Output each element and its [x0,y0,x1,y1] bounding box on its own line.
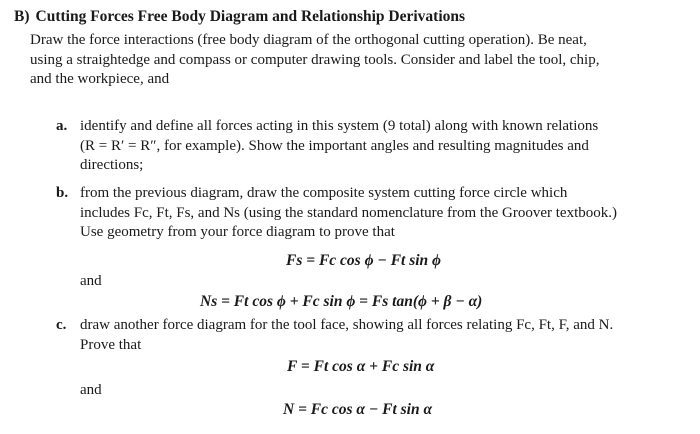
item-line: Use geometry from your force diagram to prove that [80,224,395,240]
item-line: includes Fc, Ft, Fs, and Ns (using the standard nomenclature from the Groover textbook.) [80,204,617,221]
intro-paragraph [30,31,670,90]
item-line: (R = R′ = R″, for example). Show the important angles and resulting magnitudes and [80,137,589,154]
item-line: draw another force diagram for the tool face, showing all forces relating Fc, Ft, F, and N. [80,317,614,333]
section-heading [14,8,465,26]
intro-line: Draw the force interactions (free body diagram of the orthogonal cutting operation). Be neat, [30,32,587,48]
item-line: from the previous diagram, draw the composite system cutting force circle which [80,185,568,201]
list-marker: c. [56,317,67,333]
list-item-text [80,316,680,355]
equation-normal-force: N = Fc cos α − Ft sin α [283,401,433,418]
section-title: Cutting Forces Free Body Diagram and Relationship Derivations [35,8,466,25]
list-item-text [80,184,680,243]
equation-friction-force: F = Ft cos α + Fc sin α [287,358,435,375]
equation-shear-force: Fs = Fc cos ϕ − Ft sin ϕ [286,252,442,269]
item-line: identify and define all forces acting in this system (9 total) along with known relations [80,118,599,134]
list-marker: b. [56,185,69,201]
equation-normal-shear-force: Ns = Ft cos ϕ + Fc sin ϕ = Fs tan(ϕ + β − α) [200,293,483,310]
intro-line: using a straightedge and compass or computer drawing tools. Consider and label the tool, chip, [30,51,600,68]
list-item-text [80,117,680,176]
section-letter: B) [14,8,30,25]
item-line: directions; [80,157,144,173]
list-marker: a. [56,118,68,134]
connector-and: and [80,382,102,398]
item-line: Prove that [80,336,142,353]
intro-line: and the workpiece, and [30,71,170,87]
connector-and: and [80,273,102,289]
